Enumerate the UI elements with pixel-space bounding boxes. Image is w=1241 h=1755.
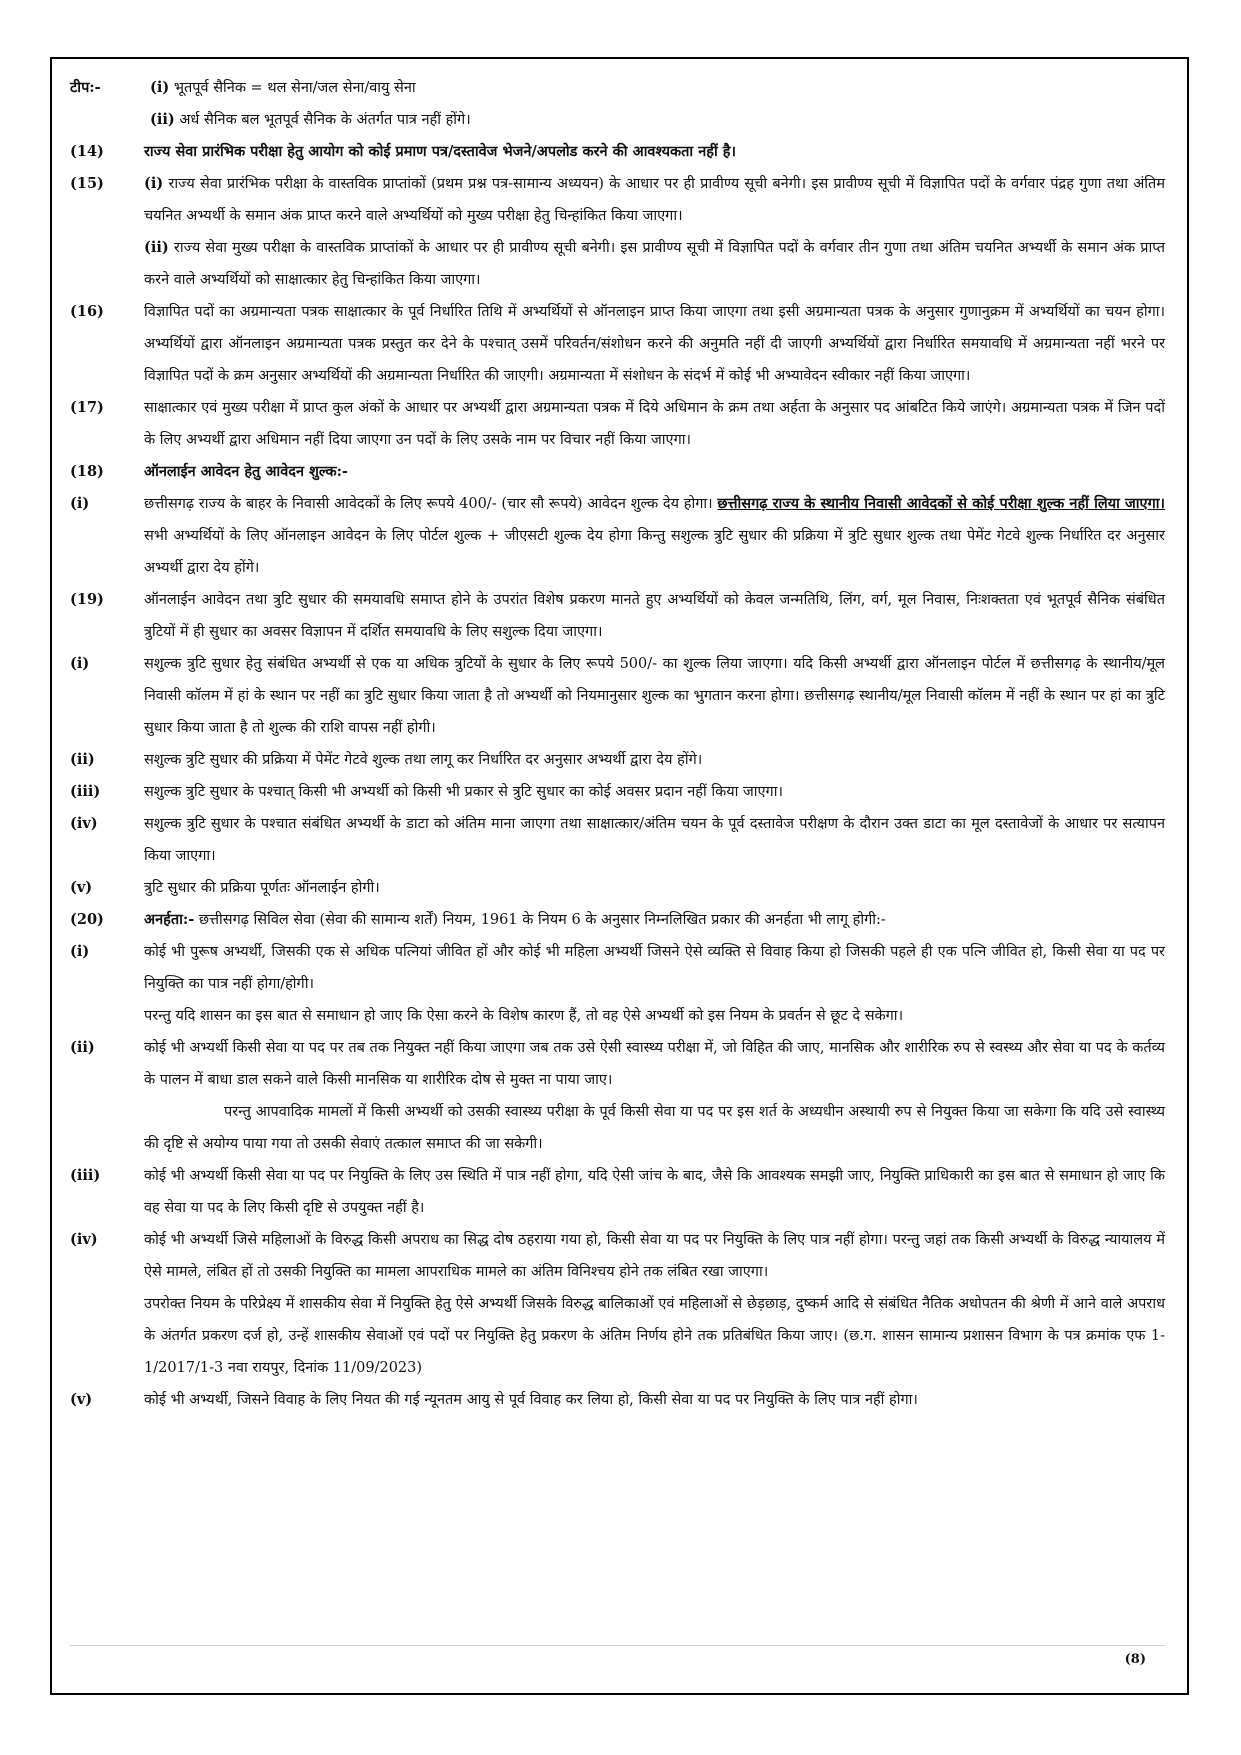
clause-number: (15) [70,175,104,192]
clause-number: (20) [70,911,104,928]
clause-14 [70,136,1165,168]
subclause-number: (ii) [70,751,95,768]
note-item-number: (i) [150,79,170,96]
subclause-text: सशुल्क त्रुटि सुधार की प्रक्रिया में पेमेंट गेटवे शुल्क तथा लागू कर निर्धारित दर अनुसार अभ्यर्थी द्वारा देय होंगे। [144,752,703,768]
clause-19-v [70,872,1165,904]
clause-text: विज्ञापित पदों का अग्रमान्यता पत्रक साक्षात्कार के पूर्व निर्धारित तिथि में अभ्यर्थियों से ऑनलाइन प्राप्त किया जाएगा तथा इसी अग्रमान्यता पत्रक के अनुसार गुणानुक्रम में अभ्यर्थियों का चयन होगा। अभ्यर्थियों द्वारा ऑनलाइन अग्रमान्यता पत्रक प्रस्तुत कर देने के पश्चात् उसमें परिवर्तन/संशोधन करने की अनुमति नहीं दी जाएगी अभ्यर्थियों द्वारा निर्धारित समयावधि में अग्रमान्यता नहीं भरने पर विज्ञापित पदों के क्रम अनुसार अभ्यर्थियों की अग्रमान्यता निर्धारित की जाएगी। अग्रमान्यता में संशोधन के संदर्भ में कोई भी अभ्यावेदन स्वीकार नहीं किया जाएगा। [144,304,1165,384]
subclause-number: (i) [70,495,90,512]
subclause [144,168,1165,232]
subclause-number: (iv) [70,1231,98,1248]
clause-20 [70,904,1165,936]
clause-18-i [70,488,1165,584]
subclause-number: (iii) [70,1167,101,1184]
clause-20-iii [70,1160,1165,1224]
subclause-number: (iv) [70,815,98,832]
subclause-text: छत्तीसगढ़ राज्य के बाहर के निवासी आवेदकों के लिए रूपये 400/- (चार सौ रूपये) आवेदन शुल्क देय होगा। [144,496,718,512]
clause-20-ii [70,1032,1165,1160]
clause-heading: ऑनलाईन आवेदन हेतु आवेदन शुल्क:- [144,463,348,480]
note-tip-2 [70,104,1165,136]
subclause-text: राज्य सेवा मुख्य परीक्षा के वास्तविक प्राप्तांकों के आधार पर ही प्रावीण्य सूची बनेगी। इस प्रावीण्य सूची में विज्ञापित पदों के वर्गवार तीन गुणा तथा अंतिम चयनित अभ्यर्थी के समान अंक प्राप्त करने वाले अभ्यर्थियों को साक्षात्कार हेतु चिन्हांकित किया जाएगा। [144,240,1165,288]
clause-20-i [70,936,1165,1032]
footer-divider [70,1645,1165,1646]
subclause-text: कोई भी अभ्यर्थी किसी सेवा या पद पर तब तक नियुक्त नहीं किया जाएगा जब तक उसे ऐसी स्वास्थ्य परीक्षा में, जो विहित की जाए, मानसिक और शारीरिक रुप से स्वस्थ्य और सेवा या पद के कर्तव्य के पालन में बाधा डाल सकने वाले किसी मानसिक या शारीरिक दोष से मुक्त ना पाया जाए। [144,1040,1165,1088]
subclause-text: कोई भी पुरूष अभ्यर्थी, जिसकी एक से अधिक पत्नियां जीवित हों और कोई भी महिला अभ्यर्थी जिसने ऐसे व्यक्ति से विवाह किया हो जिसकी पहले ही एक पत्नि जीवित हो, किसी सेवा या पद पर नियुक्ति का पात्र नहीं होगा/होगी। [144,944,1165,992]
clause-number: (16) [70,303,104,320]
clause-number: (14) [70,143,104,160]
subclause-number: (v) [70,1391,93,1408]
clause-16 [70,296,1165,392]
subclause-text: सभी अभ्यर्थियों के लिए ऑनलाइन आवेदन के लिए पोर्टल शुल्क + जीएसटी शुल्क देय होगा किन्तु सशुल्क त्रुटि सुधार की प्रक्रिया में त्रुटि सुधार शुल्क तथा पेमेंट गेटवे शुल्क निर्धारित दर अनुसार अभ्यर्थी द्वारा देय होंगे। [144,528,1165,576]
subclause-number: (ii) [144,239,169,256]
subclause-number: (i) [70,655,90,672]
proviso-text: परन्तु आपवादिक मामलों में किसी अभ्यर्थी को उसकी स्वास्थ्य परीक्षा के पूर्व किसी सेवा या पद पर इस शर्त के अध्यधीन अस्थायी रुप से नियुक्त किया जा सकेगा कि यदि उसे स्वास्थ्य की दृष्टि से अयोग्य पाया गया तो उसकी सेवाएं तत्काल समाप्त की जा सकेगी। [144,1104,1165,1152]
subclause-text: राज्य सेवा प्रारंभिक परीक्षा के वास्तविक प्राप्तांकों (प्रथम प्रश्न पत्र-सामान्य अध्ययन) के आधार पर ही प्रावीण्य सूची बनेगी। इस प्रावीण्य सूची में विज्ञापित पदों के वर्गवार पंद्रह गुणा तथा अंतिम चयनित अभ्यर्थी के समान अंक प्राप्त करने वाले अभ्यर्थियों को मुख्य परीक्षा हेतु चिन्हांकित किया जाएगा। [144,176,1165,224]
subclause-text: कोई भी अभ्यर्थी जिसे महिलाओं के विरुद्ध किसी अपराध का सिद्ध दोष ठहराया गया हो, किसी सेवा या पद पर नियुक्ति के लिए पात्र नहीं होगा। परन्तु जहां तक किसी अभ्यर्थी के विरुद्ध न्यायालय में ऐसे मामले, लंबित हों तो उसकी नियुक्ति का मामला आपराधिक मामले का अंतिम विनिश्चय होने तक लंबित रखा जाएगा। [144,1232,1165,1280]
clause-15 [70,168,1165,296]
subclause-text: कोई भी अभ्यर्थी किसी सेवा या पद पर नियुक्ति के लिए उस स्थिति में पात्र नहीं होगा, यदि ऐसी जांच के बाद, जैसे कि आवश्यक समझी जाए, नियुक्ति प्राधिकारी का इस बात से समाधान हो जाए कि वह सेवा या पद के लिए किसी दृष्टि से उपयुक्त नहीं है। [144,1168,1165,1216]
clause-19-ii [70,744,1165,776]
subclause-text: त्रुटि सुधार की प्रक्रिया पूर्णतः ऑनलाईन होगी। [144,880,380,896]
note-label: टीप:- [70,79,101,96]
document-body [70,72,1165,1416]
subclause-number: (i) [144,175,164,192]
clause-number: (18) [70,463,104,480]
clause-number: (17) [70,399,104,416]
note-item-text: भूतपूर्व सैनिक = थल सेना/जल सेना/वायु सेना [173,80,416,96]
note-item-text: अर्ध सैनिक बल भूतपूर्व सैनिक के अंतर्गत पात्र नहीं होंगे। [179,112,471,128]
clause-heading: अनर्हता:- [144,911,195,928]
clause-text: राज्य सेवा प्रारंभिक परीक्षा हेतु आयोग को कोई प्रमाण पत्र/दस्तावेज भेजने/अपलोड करने की आवश्यकता नहीं है। [144,143,736,160]
subclause-text: सशुल्क त्रुटि सुधार हेतु संबंधित अभ्यर्थी से एक या अधिक त्रुटियों के सुधार के लिए रूपये 500/- का शुल्क लिया जाएगा। यदि किसी अभ्यर्थी द्वारा ऑनलाइन पोर्टल में छत्तीसगढ़ के स्थानीय/मूल निवासी कॉलम में हां के स्थान पर नहीं का त्रुटि सुधार किया जाता है तो अभ्यर्थी को नियमानुसार शुल्क का भुगतान करना होगा। छत्तीसगढ़ स्थानीय/मूल निवासी कॉलम में नहीं के स्थान पर हां का त्रुटि सुधार किया जाता है तो शुल्क की राशि वापस नहीं होगी। [144,656,1165,736]
underlined-text: छत्तीसगढ़ राज्य के स्थानीय निवासी आवेदकों से कोई परीक्षा शुल्क नहीं लिया जाएगा। [717,495,1165,512]
note-item-number: (ii) [150,111,175,128]
note-text: उपरोक्त नियम के परिप्रेक्ष्य में शासकीय सेवा में नियुक्ति हेतु ऐसे अभ्यर्थी जिसके विरुद्ध बालिकाओं एवं महिलाओं से छेड़छाड़, दुष्कर्म आदि से संबंधित नैतिक अधोपतन की श्रेणी में आने वाले अपराध के अंतर्गत प्रकरण दर्ज हो, उन्हें शासकीय सेवाओं एवं पदों पर नियुक्ति हेतु प्रकरण के अंतिम निर्णय होने तक प्रतिबंधित किया जाए। (छ.ग. शासन सामान्य प्रशासन विभाग के पत्र क्रमांक एफ 1-1/2017/1-3 नवा रायपुर, दिनांक 11/09/2023) [144,1296,1165,1376]
subclause-number: (iii) [70,783,101,800]
clause-19 [70,584,1165,648]
clause-20-v [70,1384,1165,1416]
clause-number: (19) [70,591,104,608]
subclause-text: सशुल्क त्रुटि सुधार के पश्चात संबंधित अभ्यर्थी के डाटा को अंतिम माना जाएगा तथा साक्षात्कार/अंतिम चयन के पूर्व दस्तावेज परीक्षण के दौरान उक्त डाटा का मूल दस्तावेजों के आधार पर सत्यापन किया जाएगा। [144,816,1165,864]
clause-17 [70,392,1165,456]
page-number: (8) [1124,1652,1146,1667]
clause-text: ऑनलाईन आवेदन तथा त्रुटि सुधार की समयावधि समाप्त होने के उपरांत विशेष प्रकरण मानते हुए अभ्यर्थियों को केवल जन्मतिथि, लिंग, वर्ग, मूल निवास, निःशक्तता एवं भूतपूर्व सैनिक संबंधित त्रुटियों में ही सुधार का अवसर विज्ञापन में दर्शित समयावधि के लिए सशुल्क दिया जाएगा। [144,592,1165,640]
subclause-text: सशुल्क त्रुटि सुधार के पश्चात् किसी भी अभ्यर्थी को किसी भी प्रकार से त्रुटि सुधार का कोई अवसर प्रदान नहीं किया जाएगा। [144,784,783,800]
clause-19-i [70,648,1165,744]
clause-20-iv [70,1224,1165,1384]
clause-text: साक्षात्कार एवं मुख्य परीक्षा में प्राप्त कुल अंकों के आधार पर अभ्यर्थी द्वारा अग्रमान्यता पत्रक में दिये अधिमान के क्रम तथा अर्हता के अनुसार पद आंबटित किये जाएंगे। अग्रमान्यता पत्रक में जिन पदों के लिए अभ्यर्थी द्वारा अधिमान नहीं दिया जाएगा उन पदों के लिए उसके नाम पर विचार नहीं किया जाएगा। [144,400,1165,448]
clause-19-iii [70,776,1165,808]
subclause-number: (v) [70,879,93,896]
subclause-number: (i) [70,943,90,960]
subclause-number: (ii) [70,1039,95,1056]
note-tip [70,72,1165,104]
clause-18 [70,456,1165,488]
subclause [144,232,1165,296]
subclause-text: कोई भी अभ्यर्थी, जिसने विवाह के लिए नियत की गई न्यूनतम आयु से पूर्व विवाह कर लिया हो, किसी सेवा या पद पर नियुक्ति के लिए पात्र नहीं होगा। [144,1392,918,1408]
clause-19-iv [70,808,1165,872]
clause-text: छत्तीसगढ़ सिविल सेवा (सेवा की सामान्य शर्तें) नियम, 1961 के नियम 6 के अनुसार निम्नलिखित प्रकार की अनर्हता भी लागू होगी:- [194,912,886,928]
proviso-text: परन्तु यदि शासन का इस बात से समाधान हो जाए कि ऐसा करने के विशेष कारण हैं, तो वह ऐसे अभ्यर्थी को इस नियम के प्रवर्तन से छूट दे सकेगा। [144,1008,904,1024]
